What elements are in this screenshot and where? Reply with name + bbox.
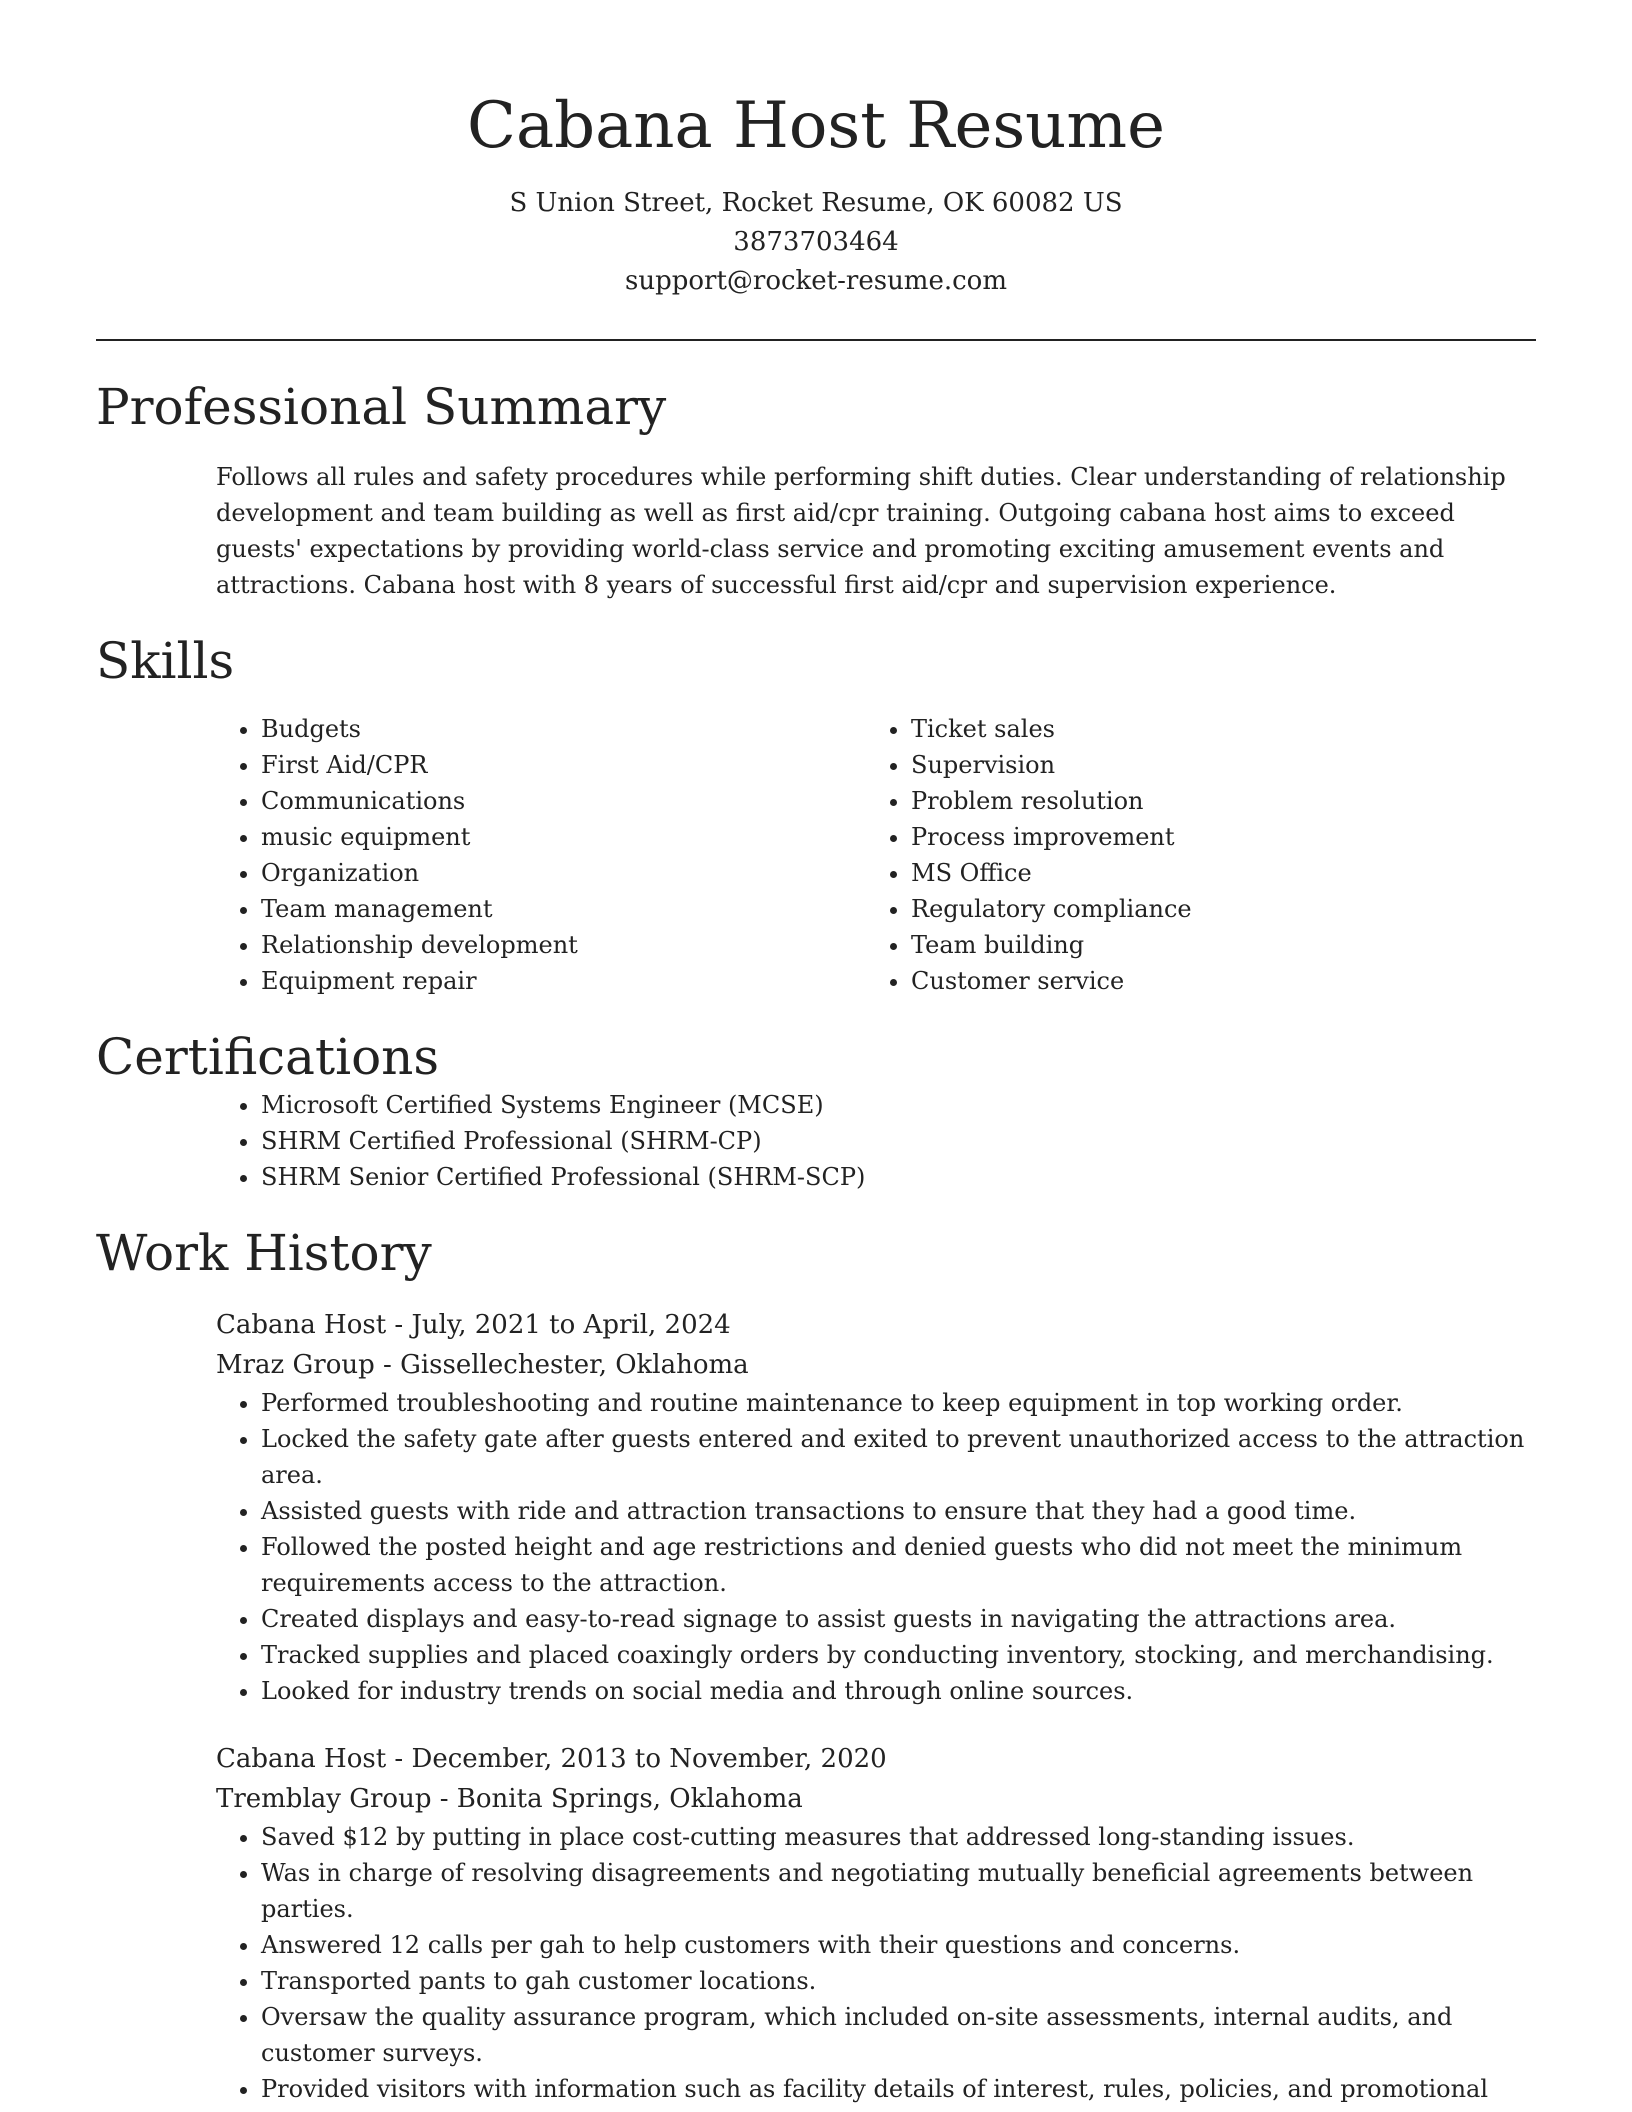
skill-item: • Supervision (911, 747, 1396, 783)
resume-title: Cabana Host Resume (467, 89, 1165, 163)
skill-item: • Organization (261, 855, 746, 891)
job-company-line: Mraz Group - Gissellechester, Oklahoma (216, 1350, 749, 1380)
skill-item: • Ticket sales (911, 711, 1396, 747)
job-role-line: Cabana Host - December, 2013 to November, 2020 (216, 1744, 887, 1774)
job-bullet: • Followed the posted height and age restrictions and denied guests who did not meet the minimum requirements access to the attraction. (261, 1529, 1536, 1601)
skill-item: • Process improvement (911, 819, 1396, 855)
job-company: Tremblay Group (216, 1784, 432, 1814)
job-bullet: • Looked for industry trends on social media and through online sources. (261, 1673, 1536, 1709)
job-bullet: • Assisted guests with ride and attraction transactions to ensure that they had a good time. (261, 1493, 1536, 1529)
skills-column-right (746, 711, 1396, 999)
skill-item: • Communications (261, 783, 746, 819)
work-history-heading: Work History (96, 1224, 432, 1282)
skill-item: • Relationship development (261, 927, 746, 963)
skill-item: • Regulatory compliance (911, 891, 1396, 927)
job-bullet: • Oversaw the quality assurance program, which included on-site assessments, internal audits, and customer surveys. (261, 1999, 1536, 2071)
skill-item: • Equipment repair (261, 963, 746, 999)
job-dates: December, 2013 to November, 2020 (411, 1744, 887, 1774)
job-role: Cabana Host (216, 1310, 387, 1340)
contact-address: S Union Street, Rocket Resume, OK 60082 US (509, 188, 1123, 218)
header-divider (96, 339, 1536, 341)
skills-grid (96, 711, 1536, 999)
skill-item: • MS Office (911, 855, 1396, 891)
certification-item: • SHRM Senior Certified Professional (SHRM-SCP) (261, 1159, 1536, 1195)
job-bullet: • Transported pants to gah customer locations. (261, 1963, 1536, 1999)
job-location: Gissellechester, Oklahoma (400, 1350, 749, 1380)
skill-item: • music equipment (261, 819, 746, 855)
resume-page (96, 0, 1536, 2107)
certification-item: • SHRM Certified Professional (SHRM-CP) (261, 1123, 1536, 1159)
summary-heading: Professional Summary (96, 378, 667, 436)
job-company: Mraz Group (216, 1350, 375, 1380)
job-location: Bonita Springs, Oklahoma (456, 1784, 803, 1814)
skills-list-right (746, 711, 1396, 999)
contact-email: support@rocket-resume.com (624, 266, 1007, 296)
resume-header (96, 0, 1536, 301)
skill-item: • Budgets (261, 711, 746, 747)
job-company-line: Tremblay Group - Bonita Springs, Oklahoma (216, 1784, 803, 1814)
job-role-line: Cabana Host - July, 2021 to April, 2024 (216, 1310, 731, 1340)
job-bullet: • Answered 12 calls per gah to help customers with their questions and concerns. (261, 1927, 1536, 1963)
skill-item: • First Aid/CPR (261, 747, 746, 783)
skill-item: • Problem resolution (911, 783, 1396, 819)
job-entry (96, 1305, 1536, 1709)
contact-phone: 3873703464 (733, 227, 899, 257)
job-dates: July, 2021 to April, 2024 (411, 1310, 731, 1340)
job-bullets (96, 1385, 1536, 1709)
skills-heading: Skills (96, 632, 235, 690)
job-entry (96, 1739, 1536, 2107)
job-bullet: • Tracked supplies and placed coaxingly orders by conducting inventory, stocking, and merchandising. (261, 1637, 1536, 1673)
skills-column-left (96, 711, 746, 999)
certifications-list (96, 1087, 1536, 1195)
summary-text: Follows all rules and safety procedures while performing shift duties. Clear understanding of relationship development and team building as well as first aid/cpr training. Outgoing cabana host aims to exceed guests' expectations by providing world-class service and promoting exciting amusement events and attractions. Cabana host with 8 years of successful first aid/cpr and supervision experience. (216, 463, 1506, 599)
certifications-heading: Certifications (96, 1028, 440, 1086)
job-bullet: • Locked the safety gate after guests entered and exited to prevent unauthorized access to the attraction area. (261, 1421, 1536, 1493)
job-bullet: • Saved $12 by putting in place cost-cutting measures that addressed long-standing issues. (261, 1819, 1536, 1855)
job-bullets (96, 1819, 1536, 2107)
skill-item: • Team management (261, 891, 746, 927)
skill-item: • Team building (911, 927, 1396, 963)
job-role: Cabana Host (216, 1744, 387, 1774)
job-bullet: • Provided visitors with information such as facility details of interest, rules, policies, and promotional (261, 2071, 1536, 2107)
skills-list-left (96, 711, 746, 999)
job-bullet: • Performed troubleshooting and routine maintenance to keep equipment in top working order. (261, 1385, 1536, 1421)
job-bullet: • Created displays and easy-to-read signage to assist guests in navigating the attractions area. (261, 1601, 1536, 1637)
job-bullet: • Was in charge of resolving disagreements and negotiating mutually beneficial agreements between parties. (261, 1855, 1536, 1927)
certification-item: • Microsoft Certified Systems Engineer (MCSE) (261, 1087, 1536, 1123)
skill-item: • Customer service (911, 963, 1396, 999)
